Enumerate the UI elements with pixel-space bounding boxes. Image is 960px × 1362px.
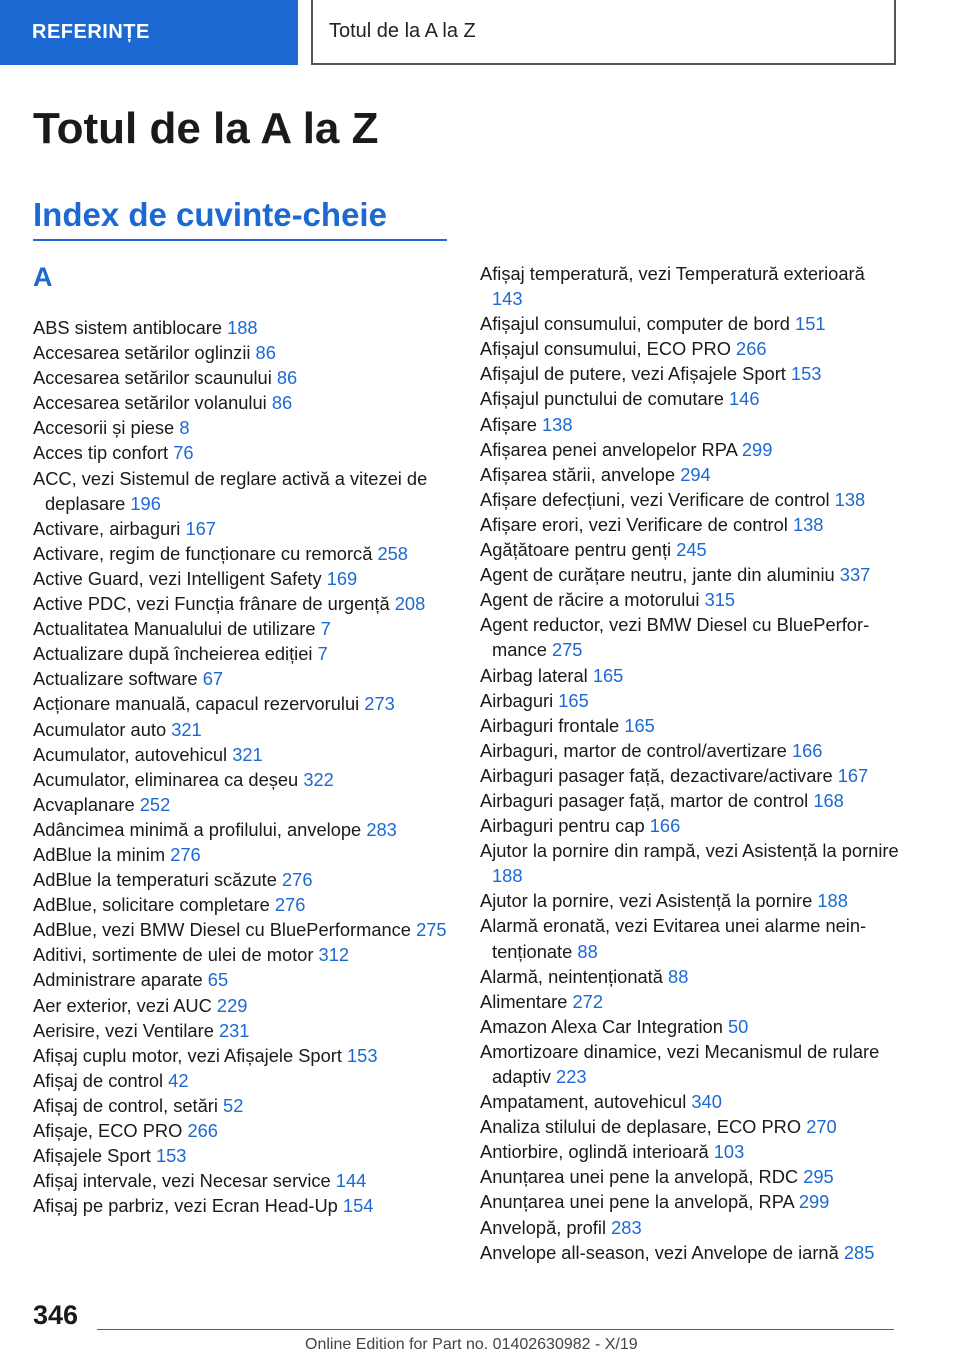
entry-page-link[interactable]: 188 — [817, 890, 848, 912]
index-entry — [33, 516, 451, 541]
index-entry — [480, 261, 900, 311]
entry-term: Ajutor la pornire, vezi Asistență la pornire — [480, 890, 813, 912]
index-entry — [33, 742, 451, 767]
entry-term: Active PDC, vezi Funcția frânare de urgență — [33, 593, 390, 615]
index-entry — [33, 541, 451, 566]
entry-page-link[interactable]: 188 — [492, 865, 523, 887]
index-entry — [33, 993, 451, 1018]
entry-page-link[interactable]: 88 — [668, 965, 689, 987]
entry-term: Airbaguri — [480, 689, 554, 711]
entry-term: Ampatament, autovehicul — [480, 1091, 687, 1113]
index-entry — [480, 1189, 900, 1214]
index-entry — [480, 537, 900, 562]
entry-term: Alimentare — [480, 990, 568, 1012]
entry-page-link[interactable]: 7 — [317, 643, 328, 665]
entry-page-link[interactable]: 103 — [713, 1141, 745, 1163]
index-entry — [480, 361, 900, 386]
index-entry — [33, 340, 451, 365]
index-entry — [33, 842, 451, 867]
entry-page-link[interactable]: 153 — [790, 363, 822, 385]
index-entry — [33, 892, 451, 917]
index-column-left — [33, 315, 451, 1218]
entry-page-link[interactable]: 169 — [326, 567, 358, 589]
entry-page-link[interactable]: 340 — [691, 1091, 722, 1113]
index-entry — [480, 412, 900, 437]
entry-page-link[interactable]: 188 — [227, 317, 258, 338]
index-entry — [33, 1018, 451, 1043]
entry-page-link[interactable]: 299 — [741, 438, 773, 460]
entry-page-link[interactable]: 52 — [223, 1094, 244, 1116]
entry-page-link[interactable]: 337 — [839, 564, 871, 586]
entry-term: Aditivi, sortimente de ulei de motor — [33, 944, 314, 966]
index-entry — [33, 817, 451, 842]
footer-edition: Online Edition for Part no. 01402630982 - X/19 — [305, 1336, 638, 1353]
entry-term: Airbaguri pasager față, martor de control — [480, 789, 809, 811]
entry-term: Agent de răcire a motorului — [480, 589, 700, 611]
entry-term: Afișarea penei anvelopelor RPA — [480, 438, 737, 460]
entry-term: Airbag lateral — [480, 664, 588, 686]
entry-page-link[interactable]: 276 — [170, 843, 201, 865]
entry-term: Afișajele Sport — [33, 1145, 151, 1167]
entry-term: Accesarea setărilor volanului — [33, 392, 267, 414]
index-entry — [33, 1118, 451, 1143]
entry-term: Afișaje, ECO PRO — [33, 1120, 183, 1141]
index-entry — [480, 1215, 900, 1240]
index-entry — [33, 440, 451, 465]
index-entry — [480, 612, 900, 662]
index-entry — [480, 788, 900, 813]
subtitle-rule — [33, 239, 447, 241]
entry-page-link[interactable]: 245 — [676, 539, 707, 561]
entry-page-link[interactable]: 86 — [255, 342, 276, 364]
entry-page-link[interactable]: 208 — [394, 593, 426, 615]
entry-term: Alarmă, neintenționată — [480, 965, 663, 987]
entry-term: Airbaguri, martor de control/avertizare — [480, 739, 787, 761]
index-entry — [480, 763, 900, 788]
entry-page-link[interactable]: 167 — [185, 517, 216, 539]
entry-term: Anvelopă, profil — [480, 1216, 607, 1238]
entry-page-link[interactable]: 315 — [704, 589, 736, 611]
index-entry — [33, 466, 451, 516]
entry-page-link[interactable]: 285 — [843, 1241, 875, 1263]
entry-term: Antiorbire, oglindă interioară — [480, 1141, 709, 1163]
entry-term: Afișare — [480, 413, 537, 435]
entry-page-link[interactable]: 168 — [813, 789, 844, 811]
entry-page-link[interactable]: 86 — [271, 392, 293, 414]
entry-term: Adâncimea minimă a profilului, anvelope — [33, 818, 362, 840]
index-entry — [480, 964, 900, 989]
index-entry — [480, 1164, 900, 1189]
index-entry — [33, 717, 451, 742]
index-entry — [33, 1193, 451, 1218]
entry-page-link[interactable]: 270 — [806, 1116, 837, 1138]
index-entry — [33, 315, 451, 340]
index-entry — [480, 1114, 900, 1139]
index-entry — [480, 1039, 900, 1089]
entry-page-link[interactable]: 166 — [649, 815, 681, 837]
entry-page-link[interactable]: 166 — [791, 739, 823, 761]
index-entry — [33, 917, 451, 942]
entry-term: Afișajul consumului, computer de bord — [480, 313, 790, 335]
index-entry — [33, 867, 451, 892]
entry-page-link[interactable]: 153 — [347, 1044, 378, 1066]
index-entry — [480, 562, 900, 587]
entry-term: AdBlue, vezi BMW Diesel cu BluePerformance — [33, 919, 411, 941]
entry-page-link[interactable]: 50 — [727, 1015, 749, 1037]
index-entry — [33, 792, 451, 817]
footer-rule — [97, 1329, 894, 1330]
entry-term: Airbaguri pentru cap — [480, 815, 645, 837]
index-entry — [33, 767, 451, 792]
index-entry — [480, 587, 900, 612]
entry-term: Acvaplanare — [33, 793, 135, 815]
index-entry — [33, 566, 451, 591]
entry-term: Afișaj de control, setări — [33, 1094, 218, 1116]
index-letter: A — [33, 262, 53, 292]
entry-page-link[interactable]: 266 — [736, 338, 767, 360]
entry-page-link[interactable]: 143 — [492, 288, 523, 310]
entry-term: Afișaj temperatură, vezi Temperatură exterioară — [480, 263, 865, 284]
entry-term: Anunțarea unei pene la anvelopă, RDC — [480, 1166, 799, 1188]
index-entry — [33, 591, 451, 616]
index-entry — [480, 512, 900, 537]
entry-page-link[interactable]: 276 — [281, 869, 313, 891]
index-entry — [33, 365, 451, 390]
entry-page-link[interactable]: 138 — [542, 413, 573, 435]
entry-page-link[interactable]: 138 — [834, 488, 866, 510]
index-entry — [480, 838, 900, 888]
index-entry — [33, 666, 451, 691]
entry-page-link[interactable]: 151 — [795, 313, 826, 335]
entry-page-link[interactable]: 272 — [572, 990, 603, 1012]
entry-page-link[interactable]: 146 — [728, 388, 760, 410]
entry-term: Acces tip confort — [33, 442, 169, 464]
index-entry — [480, 1240, 900, 1265]
entry-page-link[interactable]: 65 — [207, 969, 229, 991]
index-entry — [33, 616, 451, 641]
entry-term: Activare, regim de funcționare cu remorcă — [33, 542, 373, 564]
entry-term: Afișare defecțiuni, vezi Verificare de control — [480, 488, 830, 510]
index-entry — [33, 691, 451, 716]
entry-term: Actualitatea Manualului de utilizare — [33, 618, 316, 640]
index-entry — [480, 913, 900, 963]
entry-term: ACC, vezi Sistemul de reglare activă a vitezei de deplasare — [33, 467, 428, 514]
index-entry — [480, 888, 900, 913]
entry-term: AdBlue, solicitare completare — [33, 894, 270, 916]
entry-term: ABS sistem antiblocare — [33, 317, 222, 338]
index-entry — [33, 1168, 451, 1193]
entry-page-link[interactable]: 294 — [680, 463, 711, 485]
entry-page-link[interactable]: 144 — [335, 1170, 367, 1192]
index-entry — [480, 311, 900, 336]
entry-term: Acumulator, eliminarea ca deșeu — [33, 768, 299, 790]
entry-page-link[interactable]: 312 — [318, 944, 350, 966]
entry-page-link[interactable]: 196 — [130, 492, 161, 514]
entry-page-link[interactable]: 167 — [837, 764, 869, 786]
entry-page-link[interactable]: 299 — [798, 1191, 830, 1213]
index-entry — [33, 415, 451, 440]
entry-term: Actualizare software — [33, 668, 198, 690]
index-entry — [33, 967, 451, 992]
page-number: 346 — [33, 1300, 79, 1330]
entry-page-link[interactable]: 321 — [171, 718, 202, 740]
entry-page-link[interactable]: 273 — [364, 693, 395, 715]
index-entry — [480, 813, 900, 838]
entry-term: Afișajul de putere, vezi Afișajele Sport — [480, 363, 786, 385]
entry-term: Afișare erori, vezi Verificare de control — [480, 513, 788, 535]
index-entry — [480, 738, 900, 763]
entry-page-link[interactable]: 165 — [592, 664, 624, 686]
entry-term: Afișaj de control — [33, 1069, 164, 1091]
entry-page-link[interactable]: 138 — [792, 513, 824, 535]
entry-term: Agent reductor, vezi BMW Diesel cu BluePerformance — [480, 614, 870, 661]
entry-term: Agent de curățare neutru, jante din aluminiu — [480, 564, 835, 586]
index-entry — [33, 1093, 451, 1118]
entry-page-link[interactable]: 223 — [556, 1066, 587, 1087]
entry-term: Afișarea stării, anvelope — [480, 463, 676, 485]
index-entry — [480, 1089, 900, 1114]
entry-term: Afișajul punctului de comutare — [480, 388, 724, 410]
index-entry — [480, 989, 900, 1014]
index-entry — [33, 1143, 451, 1168]
entry-page-link[interactable]: 165 — [558, 689, 589, 711]
entry-page-link[interactable]: 42 — [168, 1069, 189, 1091]
entry-term: Afișaj intervale, vezi Necesar service — [33, 1170, 331, 1192]
index-entry — [480, 336, 900, 361]
index-entry — [480, 688, 900, 713]
section-tab: REFERINȚE — [0, 0, 298, 65]
entry-page-link[interactable]: 283 — [611, 1216, 642, 1238]
entry-term: Alarmă eronată, vezi Evitarea unei alarme neintenționate — [480, 915, 867, 962]
entry-term: Aer exterior, vezi AUC — [33, 994, 212, 1016]
entry-page-link[interactable]: 165 — [624, 714, 655, 736]
entry-page-link[interactable]: 88 — [577, 940, 598, 962]
entry-page-link[interactable]: 295 — [803, 1166, 834, 1188]
section-subtitle: Index de cuvinte-cheie — [33, 196, 387, 233]
index-column-right — [480, 261, 900, 1265]
index-entry — [480, 386, 900, 411]
entry-term: Airbaguri frontale — [480, 714, 620, 736]
entry-term: AdBlue la temperaturi scăzute — [33, 869, 277, 891]
index-entry — [33, 390, 451, 415]
entry-page-link[interactable]: 258 — [377, 542, 408, 564]
entry-term: Amortizoare dinamice, vezi Mecanismul de rulare adaptiv — [480, 1040, 880, 1087]
entry-term: Ajutor la pornire din rampă, vezi Asistență la pornire — [480, 840, 899, 862]
entry-page-link[interactable]: 153 — [155, 1145, 187, 1167]
index-entry — [33, 942, 451, 967]
entry-term: Afișaj cuplu motor, vezi Afișajele Sport — [33, 1044, 342, 1066]
entry-page-link[interactable]: 8 — [179, 417, 190, 439]
entry-term: AdBlue la minim — [33, 843, 166, 865]
index-entry — [33, 1068, 451, 1093]
index-entry — [480, 1014, 900, 1039]
entry-page-link[interactable]: 76 — [173, 442, 194, 464]
entry-term: Accesarea setărilor oglinzii — [33, 342, 251, 364]
entry-term: Active Guard, vezi Intelligent Safety — [33, 567, 322, 589]
entry-term: Acumulator auto — [33, 718, 167, 740]
entry-page-link[interactable]: 322 — [303, 768, 334, 790]
entry-page-link[interactable]: 275 — [551, 639, 583, 661]
entry-page-link[interactable]: 276 — [274, 894, 306, 916]
entry-page-link[interactable]: 231 — [218, 1019, 250, 1041]
entry-page-link[interactable]: 275 — [416, 919, 447, 941]
entry-term: Analiza stilului de deplasare, ECO PRO — [480, 1116, 802, 1138]
entry-page-link[interactable]: 154 — [342, 1195, 374, 1217]
entry-term: Afișaj pe parbriz, vezi Ecran Head-Up — [33, 1195, 338, 1217]
index-entry — [480, 462, 900, 487]
index-entry — [33, 641, 451, 666]
entry-term: Accesorii și piese — [33, 417, 175, 439]
index-entry — [33, 1043, 451, 1068]
entry-term: Administrare aparate — [33, 969, 203, 991]
entry-page-link[interactable]: 266 — [187, 1120, 218, 1141]
entry-term: Activare, airbaguri — [33, 517, 181, 539]
entry-page-link[interactable]: 7 — [320, 618, 331, 640]
entry-term: Acumulator, autovehicul — [33, 743, 228, 765]
entry-page-link[interactable]: 229 — [216, 994, 248, 1016]
entry-page-link[interactable]: 252 — [139, 793, 171, 815]
entry-page-link[interactable]: 67 — [202, 668, 224, 690]
index-entry — [480, 437, 900, 462]
index-entry — [480, 663, 900, 688]
entry-page-link[interactable]: 283 — [366, 818, 397, 840]
entry-term: Anunțarea unei pene la anvelopă, RPA — [480, 1191, 794, 1213]
entry-term: Airbaguri pasager față, dezactivare/activare — [480, 764, 833, 786]
entry-term: Aerisire, vezi Ventilare — [33, 1019, 214, 1041]
index-entry — [480, 487, 900, 512]
entry-term: Anvelope all-season, vezi Anvelope de iarnă — [480, 1241, 839, 1263]
entry-term: Accesarea setărilor scaunului — [33, 367, 272, 389]
entry-term: Actualizare după încheierea ediției — [33, 643, 313, 665]
index-entry — [480, 1139, 900, 1164]
index-entry — [480, 713, 900, 738]
entry-page-link[interactable]: 86 — [276, 367, 298, 389]
entry-term: Acționare manuală, capacul rezervorului — [33, 693, 360, 715]
page-title: Totul de la A la Z — [33, 104, 379, 153]
entry-page-link[interactable]: 321 — [232, 743, 263, 765]
chapter-tab: Totul de la A la Z — [311, 0, 896, 65]
entry-term: Afișajul consumului, ECO PRO — [480, 338, 731, 360]
entry-term: Amazon Alexa Car Integration — [480, 1015, 723, 1037]
entry-term: Agățătoare pentru genți — [480, 539, 672, 561]
